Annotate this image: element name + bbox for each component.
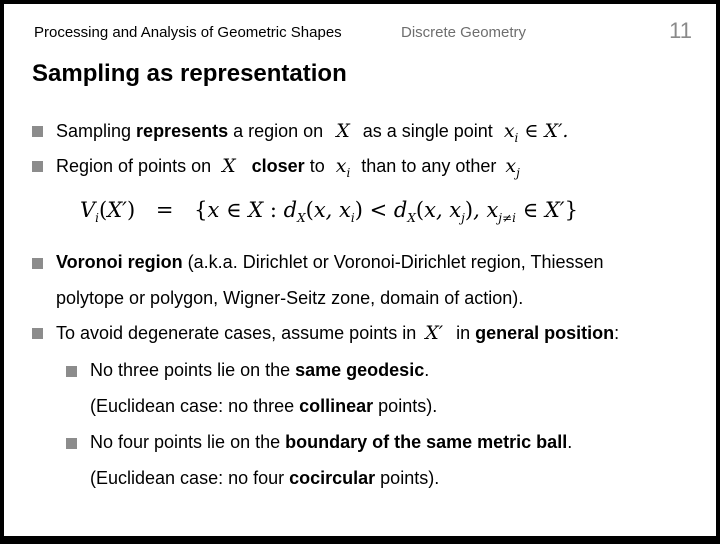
bullet-degenerate	[56, 322, 619, 344]
sub2-text-a: No four points lie on the	[90, 432, 286, 452]
slide-number: 11	[669, 18, 692, 43]
slide	[4, 4, 716, 536]
voronoi-line1-rest: (a.k.a. Dirichlet or Voronoi-Dirichlet region, Thiessen	[182, 252, 604, 272]
math-Xprime: X′	[425, 322, 444, 344]
metric-ball-term: boundary of the same metric ball	[285, 432, 568, 452]
voronoi-formula: $V_i(X') = \{x$ ∈ X : $d_X(x$, $x_i) < d_X(x$, $x_j$), $x_{j\ne i}$ ∈ X′}	[80, 198, 578, 226]
bullet-square-icon	[32, 328, 43, 339]
sub1-text-a: No three points lie on the	[90, 360, 296, 380]
bullet-region-text-c: to	[304, 156, 330, 176]
degenerate-text-a: To avoid degenerate cases, assume points in	[56, 323, 422, 343]
sub1-paren-a: (Euclidean case: no three	[90, 396, 300, 416]
slide-title: Sampling as representation	[32, 60, 347, 87]
bullet-square-icon	[32, 126, 43, 137]
bullet-voronoi-line2: polytope or polygon, Wigner-Seitz zone, domain of action).	[56, 288, 524, 308]
sub-bullet-square-icon	[66, 438, 77, 449]
math-X: X	[336, 120, 350, 142]
sub1-paren-c: points).	[373, 396, 438, 416]
collinear-term: collinear	[299, 396, 374, 416]
bullet-region	[56, 155, 520, 180]
math-xj: $x_j$	[505, 155, 520, 180]
bullet-sampling	[56, 120, 568, 145]
sub-bullet-geodesic	[90, 360, 429, 381]
degenerate-text-b: in	[451, 323, 476, 343]
math-xi-in-Xprime: $x_i$ ∈ X′.	[503, 120, 569, 145]
header-topic: Discrete Geometry	[401, 24, 527, 41]
bullet-square-icon	[32, 258, 43, 269]
bullet-sampling-text-a: Sampling	[56, 121, 137, 141]
bullet-sampling-bold: represents	[136, 121, 229, 141]
same-geodesic-term: same geodesic	[295, 360, 425, 380]
sub2-text-c: .	[567, 432, 573, 452]
math-xi: $x_i$	[335, 155, 351, 180]
general-position-term: general position	[475, 323, 615, 343]
sub-bullet-geodesic-paren	[90, 396, 437, 417]
bullet-square-icon	[32, 161, 43, 172]
bullet-voronoi-line1	[56, 252, 604, 273]
math-X: X	[222, 155, 236, 177]
sub-bullet-metric-ball	[90, 432, 572, 453]
sub-bullet-metric-ball-paren	[90, 468, 439, 489]
sub2-paren-c: points).	[375, 468, 440, 488]
sub-bullet-square-icon	[66, 366, 77, 377]
degenerate-colon: :	[614, 323, 620, 343]
header-course-title: Processing and Analysis of Geometric Shapes	[34, 24, 342, 41]
bullet-sampling-text-d: as a single point	[357, 121, 498, 141]
voronoi-region-term: Voronoi region	[56, 252, 183, 272]
sub2-paren-a: (Euclidean case: no four	[90, 468, 290, 488]
bullet-region-text-d: than to any other	[356, 156, 502, 176]
bullet-sampling-text-c: a region on	[228, 121, 329, 141]
bullet-region-bold: closer	[251, 156, 305, 176]
sub1-text-c: .	[424, 360, 430, 380]
cocircular-term: cocircular	[289, 468, 376, 488]
bullet-region-text-a: Region of points on	[56, 156, 217, 176]
